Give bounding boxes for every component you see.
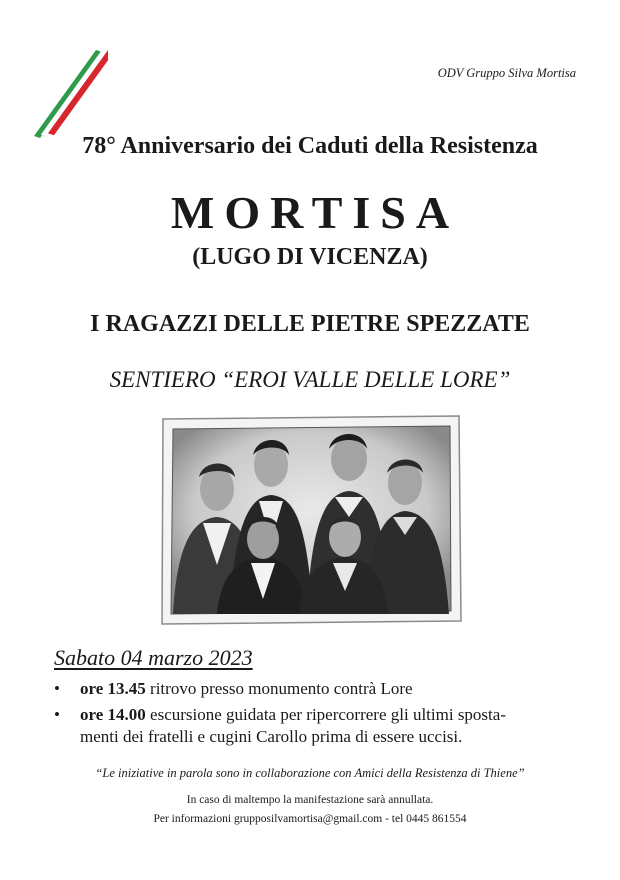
schedule-description-continued: menti dei fratelli e cugini Carollo prima di essere uccisi. — [80, 727, 463, 746]
event-headline: I RAGAZZI DELLE PIETRE SPEZZATE — [90, 311, 530, 337]
anniversary-title: 78° Anniversario dei Caduti della Resistenza — [82, 133, 538, 159]
organization-name: ODV Gruppo Silva Mortisa — [437, 66, 576, 80]
event-date: Sabato 04 marzo 2023 — [54, 645, 253, 670]
weather-note: In caso di maltempo la manifestazione sarà annullata. — [186, 794, 434, 806]
bullet-icon: • — [54, 705, 60, 724]
place-subtitle: (LUGO DI VICENZA) — [192, 244, 428, 270]
schedule-time: ore 14.00 — [80, 705, 146, 724]
partisans-group-photo — [159, 413, 464, 627]
italian-flag-ribbon — [28, 44, 108, 140]
flag-stripe-white — [41, 49, 108, 137]
collaboration-note: “Le iniziative in parola sono in collaborazione con Amici della Resistenza di Thiene” — [95, 766, 525, 780]
contact-info: Per informazioni grupposilvamortisa@gmail.com - tel 0445 861554 — [153, 813, 467, 825]
schedule-list — [54, 678, 569, 752]
flag-stripe-green — [34, 50, 102, 138]
schedule-item — [54, 678, 569, 700]
schedule-time: ore 13.45 — [80, 679, 146, 698]
schedule-description: ritrovo presso monumento contrà Lore — [145, 679, 413, 698]
schedule-item — [54, 704, 569, 748]
place-title: MORTISA — [170, 187, 460, 238]
schedule-description: escursione guidata per ripercorrere gli ultimi sposta- — [145, 705, 506, 724]
bullet-icon: • — [54, 679, 60, 698]
trail-name: SENTIERO “EROI VALLE DELLE LORE” — [109, 367, 511, 392]
